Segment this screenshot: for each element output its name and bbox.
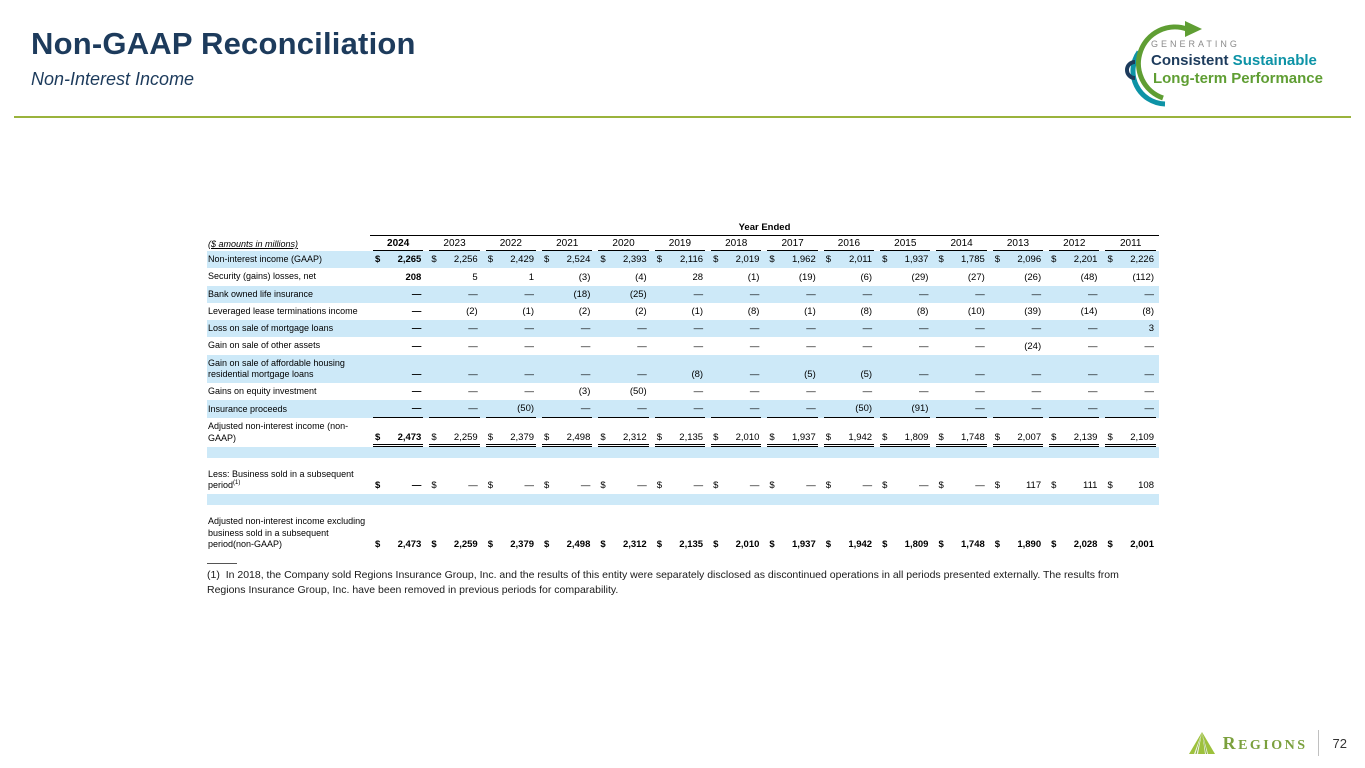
header-divider-line xyxy=(14,116,1351,118)
value-cell: $ 2,498 xyxy=(544,539,591,550)
value-cell: — xyxy=(652,286,708,303)
spacer-gap-row xyxy=(207,458,1159,466)
footnote xyxy=(207,563,1159,598)
table-row xyxy=(207,337,1159,354)
row-label: Security (gains) losses, net xyxy=(208,271,317,282)
value-cell: $ 1,748 xyxy=(938,539,985,550)
year-header-2018: 2018 xyxy=(708,236,764,252)
row-label: Less: Business sold in a subsequent period$^{(1)}$ xyxy=(208,468,354,490)
value-cell: 1 xyxy=(528,271,535,283)
value-cell: (2) xyxy=(578,306,591,317)
value-cell: — xyxy=(426,400,482,418)
value-cell: $ — xyxy=(825,480,873,492)
year-header-2015: 2015 xyxy=(877,236,933,252)
value-cell: — xyxy=(877,320,933,337)
value-cell: — xyxy=(764,320,820,337)
value-cell: — xyxy=(524,386,535,398)
value-cell: — xyxy=(918,340,929,352)
page-title: Non-GAAP Reconciliation xyxy=(31,26,416,61)
value-cell: $ — xyxy=(600,480,647,492)
value-cell: (91) xyxy=(877,400,933,418)
value-cell: $ 2,379 xyxy=(483,418,539,447)
footnote-rule xyxy=(207,563,237,564)
table-row xyxy=(207,513,1159,553)
value-cell: $ 1,937 xyxy=(769,539,816,550)
value-cell: — xyxy=(595,355,651,384)
value-cell: (50) xyxy=(629,386,647,398)
value-cell: $ 108 xyxy=(1107,480,1154,492)
value-cell: $ 2,028 xyxy=(1051,539,1098,550)
value-cell: — xyxy=(990,400,1046,418)
value-cell: — xyxy=(1144,386,1154,398)
value-cell: (112) xyxy=(1132,271,1154,283)
value-cell: $ 2,473 xyxy=(375,539,422,550)
year-header-row xyxy=(207,236,1159,252)
year-header-2024: 2024 xyxy=(370,236,426,252)
value-cell: — xyxy=(990,286,1046,303)
value-cell: — xyxy=(539,355,595,384)
value-cell: — xyxy=(468,340,478,352)
value-cell: — xyxy=(652,320,708,337)
year-header-2017: 2017 xyxy=(764,236,820,252)
table-row xyxy=(207,286,1159,303)
value-cell: $ 2,226 xyxy=(1102,251,1159,268)
tagline-consistent-sustainable: Consistent Sustainable xyxy=(1151,52,1317,69)
value-cell: 3 xyxy=(1102,320,1159,337)
value-cell: (1) xyxy=(522,306,535,317)
value-cell: $ 117 xyxy=(994,480,1042,492)
spacer-cell xyxy=(207,447,1159,458)
value-cell: — xyxy=(693,340,704,352)
tagline-longterm-performance: Long-term Performance xyxy=(1152,70,1323,87)
value-cell: $ 2,473 xyxy=(370,418,426,447)
value-cell: $ 1,890 xyxy=(994,539,1042,550)
value-cell: (14) xyxy=(1080,306,1098,317)
year-header-2019: 2019 xyxy=(652,236,708,252)
value-cell: (18) xyxy=(539,286,595,303)
tagline-text xyxy=(1151,40,1323,86)
year-header-2012: 2012 xyxy=(1046,236,1102,252)
value-cell: — xyxy=(933,400,989,418)
value-cell: — xyxy=(933,355,989,384)
value-cell: (1) xyxy=(804,306,816,317)
value-cell: $ 2,201 xyxy=(1046,251,1102,268)
value-cell: $ 1,942 xyxy=(825,539,873,550)
spacer-gap-row xyxy=(207,505,1159,513)
value-cell: — xyxy=(370,320,426,337)
span-header-row xyxy=(207,222,1159,236)
value-cell: (5) xyxy=(764,355,820,384)
value-cell: (19) xyxy=(798,271,816,283)
value-cell: — xyxy=(539,400,595,418)
value-cell: — xyxy=(933,286,989,303)
year-header-2020: 2020 xyxy=(595,236,651,252)
value-cell: $ 1,809 xyxy=(877,418,933,447)
value-cell: — xyxy=(749,386,760,398)
year-header-2014: 2014 xyxy=(933,236,989,252)
table-container xyxy=(207,222,1159,598)
value-cell: — xyxy=(806,386,816,398)
value-cell: (8) xyxy=(916,306,929,317)
page-number: 72 xyxy=(1332,735,1347,751)
value-cell: (8) xyxy=(1142,306,1154,317)
value-cell: — xyxy=(652,400,708,418)
value-cell: (10) xyxy=(967,306,985,317)
regions-logo xyxy=(1188,731,1308,755)
value-cell: 208 xyxy=(405,271,422,283)
year-header-2021: 2021 xyxy=(539,236,595,252)
value-cell: — xyxy=(426,320,482,337)
value-cell: $ 2,259 xyxy=(431,539,478,550)
value-cell: $ — xyxy=(882,480,929,492)
value-cell: (3) xyxy=(578,386,591,398)
value-cell: (4) xyxy=(635,271,647,283)
value-cell: $ 2,010 xyxy=(708,418,764,447)
value-cell: — xyxy=(806,340,816,352)
value-cell: — xyxy=(764,400,820,418)
value-cell: (2) xyxy=(466,306,478,317)
value-cell: $ — xyxy=(487,480,535,492)
value-cell: $ 2,135 xyxy=(656,539,704,550)
value-cell: $ — xyxy=(431,480,478,492)
table-row xyxy=(207,320,1159,337)
regions-wordmark: REGIONS xyxy=(1222,732,1308,753)
value-cell: (50) xyxy=(821,400,877,418)
value-cell: $ 1,748 xyxy=(933,418,989,447)
value-cell: — xyxy=(411,340,422,352)
value-cell: (5) xyxy=(821,355,877,384)
row-label: Gain on sale of affordable housing residential mortgage loans xyxy=(207,355,370,384)
row-label: Leveraged lease terminations income xyxy=(208,305,358,316)
value-cell: (27) xyxy=(967,271,985,283)
value-cell: — xyxy=(1031,386,1042,398)
value-cell: $ 1,962 xyxy=(764,251,820,268)
year-header-2016: 2016 xyxy=(821,236,877,252)
year-header-2022: 2022 xyxy=(483,236,539,252)
value-cell: — xyxy=(877,355,933,384)
value-cell: $ 2,393 xyxy=(595,251,651,268)
value-cell: $ 2,135 xyxy=(652,418,708,447)
value-cell: 5 xyxy=(472,271,478,283)
value-cell: — xyxy=(524,340,535,352)
value-cell: — xyxy=(975,340,985,352)
value-cell: — xyxy=(990,355,1046,384)
reconciliation-table xyxy=(207,222,1159,553)
footnote-reference: (1) xyxy=(233,480,241,486)
value-cell: (25) xyxy=(595,286,651,303)
value-cell: — xyxy=(975,386,985,398)
tagline-generating: GENERATING xyxy=(1151,39,1240,49)
value-cell: $ 2,259 xyxy=(426,418,482,447)
value-cell: — xyxy=(483,320,539,337)
value-cell: $ 2,256 xyxy=(426,251,482,268)
value-cell: — xyxy=(693,386,704,398)
value-cell: — xyxy=(483,355,539,384)
value-cell: — xyxy=(1102,355,1159,384)
row-label: Insurance proceeds xyxy=(207,400,370,418)
value-cell: — xyxy=(411,306,422,317)
footer-divider xyxy=(1318,730,1319,756)
value-cell: $ 1,937 xyxy=(764,418,820,447)
value-cell: $ 1,942 xyxy=(821,418,877,447)
row-label: Bank owned life insurance xyxy=(207,286,370,303)
value-cell: (29) xyxy=(911,271,929,283)
value-cell: — xyxy=(426,286,482,303)
value-cell: $ 2,116 xyxy=(652,251,708,268)
value-cell: 28 xyxy=(692,271,704,283)
footnote-marker: (1) xyxy=(207,569,220,581)
value-cell: — xyxy=(862,386,873,398)
value-cell: $ — xyxy=(656,480,704,492)
table-row xyxy=(207,268,1159,285)
value-cell: — xyxy=(1087,340,1098,352)
slide-header xyxy=(31,26,416,90)
spacer-band-row xyxy=(207,494,1159,505)
value-cell: — xyxy=(580,340,591,352)
value-cell: — xyxy=(426,355,482,384)
value-cell: — xyxy=(708,320,764,337)
value-cell: $ 1,809 xyxy=(882,539,929,550)
year-ended-header: Year Ended xyxy=(370,222,1159,236)
value-cell: (24) xyxy=(1024,340,1042,352)
value-cell: (1) xyxy=(691,306,704,317)
value-cell: (2) xyxy=(635,306,647,317)
value-cell: $ 2,139 xyxy=(1046,418,1102,447)
row-label: Non-interest income (GAAP) xyxy=(207,251,370,268)
value-cell: — xyxy=(933,320,989,337)
value-cell: — xyxy=(370,286,426,303)
value-cell: $ 2,524 xyxy=(539,251,595,268)
value-cell: $ 1,785 xyxy=(933,251,989,268)
value-cell: — xyxy=(1087,386,1098,398)
table-row xyxy=(207,466,1159,495)
value-cell: — xyxy=(1046,400,1102,418)
spacer-cell xyxy=(207,494,1159,505)
value-cell: — xyxy=(595,320,651,337)
units-label: ($ amounts in millions) xyxy=(208,239,299,249)
value-cell: — xyxy=(918,386,929,398)
value-cell: (8) xyxy=(747,306,760,317)
value-cell: (1) xyxy=(747,271,760,283)
corner-cell xyxy=(207,222,370,236)
value-cell: (3) xyxy=(578,271,591,283)
value-cell: $ 111 xyxy=(1051,480,1098,492)
value-cell: (6) xyxy=(860,271,873,283)
value-cell: — xyxy=(468,386,478,398)
row-label: Adjusted non-interest income excluding business sold in a subsequent period(non-GAAP) xyxy=(208,516,366,549)
tagline-logo xyxy=(1125,14,1325,109)
table-row xyxy=(207,251,1159,268)
value-cell: $ 2,312 xyxy=(600,539,647,550)
row-label: Gain on sale of other assets xyxy=(208,340,321,351)
value-cell: $ 2,001 xyxy=(1107,539,1154,550)
value-cell: — xyxy=(1144,340,1154,352)
value-cell: — xyxy=(411,386,422,398)
value-cell: — xyxy=(1102,400,1159,418)
value-cell: $ 2,096 xyxy=(990,251,1046,268)
value-cell: — xyxy=(877,286,933,303)
regions-pyramid-icon xyxy=(1188,731,1216,755)
value-cell: $ 2,019 xyxy=(708,251,764,268)
spacer-band-row xyxy=(207,447,1159,458)
value-cell: $ 2,007 xyxy=(990,418,1046,447)
value-cell: — xyxy=(370,355,426,384)
value-cell: — xyxy=(862,340,873,352)
value-cell: — xyxy=(1046,355,1102,384)
year-header-2023: 2023 xyxy=(426,236,482,252)
table-row xyxy=(207,418,1159,447)
table-row xyxy=(207,383,1159,400)
value-cell: — xyxy=(764,286,820,303)
table-row xyxy=(207,400,1159,418)
year-header-2011: 2011 xyxy=(1102,236,1159,252)
value-cell: $ — xyxy=(544,480,591,492)
value-cell: — xyxy=(483,286,539,303)
value-cell: $ 2,109 xyxy=(1102,418,1159,447)
row-label: Gains on equity investment xyxy=(208,386,317,396)
year-header-2013: 2013 xyxy=(990,236,1046,252)
value-cell: $ 2,498 xyxy=(539,418,595,447)
value-cell: $ — xyxy=(769,480,816,492)
table-row xyxy=(207,303,1159,320)
value-cell: — xyxy=(821,286,877,303)
value-cell: — xyxy=(1046,320,1102,337)
spacer-cell xyxy=(207,505,1159,513)
value-cell: (26) xyxy=(1024,271,1042,283)
row-label: Loss on sale of mortgage loans xyxy=(207,320,370,337)
value-cell: (8) xyxy=(652,355,708,384)
value-cell: $ — xyxy=(938,480,985,492)
value-cell: — xyxy=(637,340,647,352)
value-cell: — xyxy=(749,340,760,352)
spacer-cell xyxy=(207,458,1159,466)
value-cell: $ — xyxy=(375,480,422,492)
value-cell: $ — xyxy=(713,480,760,492)
value-cell: $ 2,379 xyxy=(487,539,535,550)
table-row xyxy=(207,355,1159,384)
slide-footer xyxy=(1188,730,1347,756)
value-cell: $ 2,312 xyxy=(595,418,651,447)
value-cell: $ 1,937 xyxy=(877,251,933,268)
page-subtitle: Non-Interest Income xyxy=(31,69,195,89)
value-cell: — xyxy=(595,400,651,418)
row-label: Adjusted non-interest income (non-GAAP) xyxy=(208,421,349,443)
value-cell: — xyxy=(708,286,764,303)
value-cell: $ 2,429 xyxy=(483,251,539,268)
value-cell: — xyxy=(1102,286,1159,303)
value-cell: — xyxy=(1046,286,1102,303)
value-cell: — xyxy=(708,400,764,418)
value-cell: $ 2,010 xyxy=(713,539,760,550)
value-cell: — xyxy=(539,320,595,337)
value-cell: — xyxy=(990,320,1046,337)
footnote-text: In 2018, the Company sold Regions Insurance Group, Inc. and the results of this entity were separately disclosed as discontinued operations in all periods presented externally. The results from Regions Insurance Group, Inc. have been removed in previous periods for comparability. xyxy=(207,569,1119,597)
value-cell: (48) xyxy=(1080,271,1098,283)
value-cell: — xyxy=(708,355,764,384)
value-cell: (8) xyxy=(860,306,873,317)
value-cell: $ 2,011 xyxy=(821,251,877,268)
value-cell: — xyxy=(370,400,426,418)
value-cell: (39) xyxy=(1024,306,1042,317)
value-cell: — xyxy=(821,320,877,337)
value-cell: $ 2,265 xyxy=(370,251,426,268)
value-cell: (50) xyxy=(483,400,539,418)
